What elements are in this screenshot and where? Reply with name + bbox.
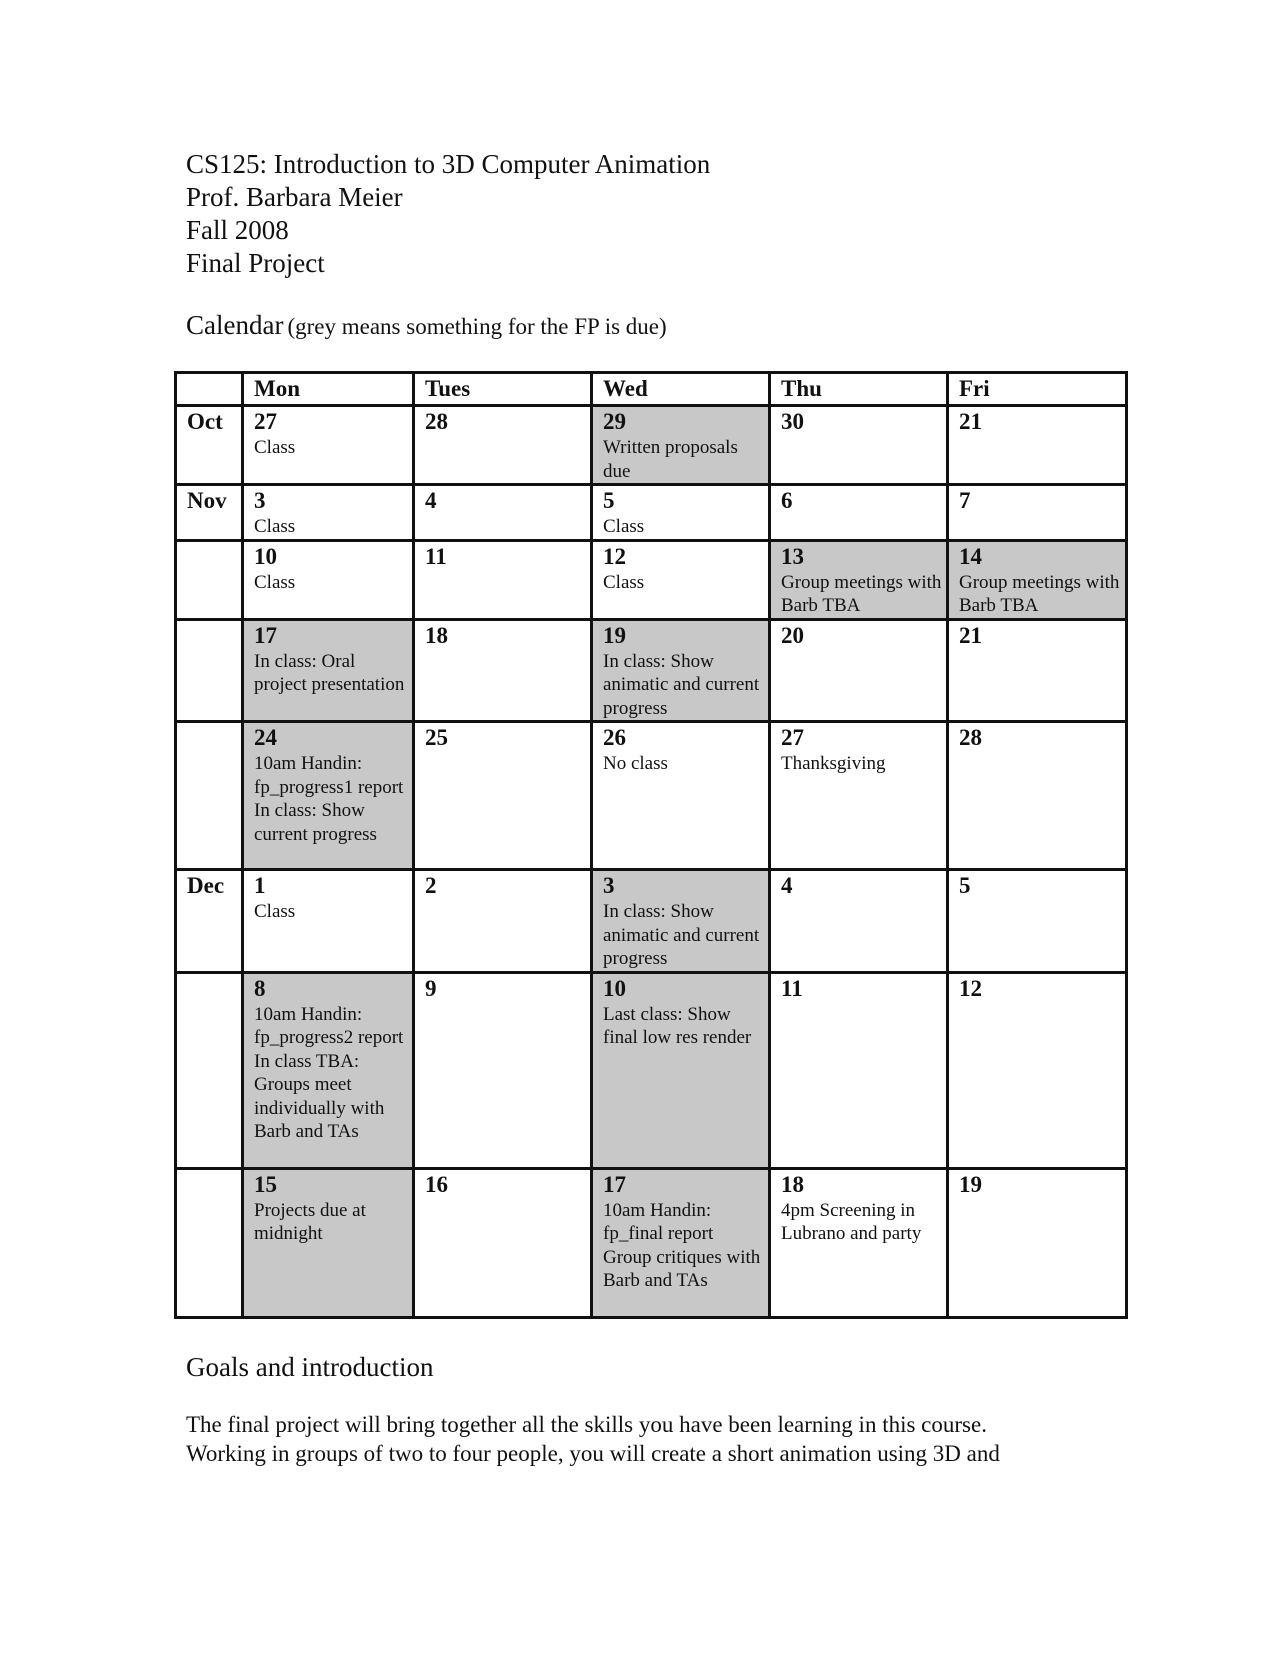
calendar-day-cell (948, 722, 1127, 870)
calendar-day-cell (948, 972, 1127, 1168)
month-cell (176, 540, 243, 619)
calendar-day-header-row (176, 373, 1127, 406)
calendar-day-cell (414, 540, 592, 619)
calendar-day-cell (948, 485, 1127, 541)
day-note: Last class: Show final low res render (603, 1003, 752, 1048)
day-number: 24 (254, 725, 277, 750)
calendar-day-cell (243, 485, 414, 541)
day-number: 19 (603, 622, 626, 648)
instructor-name: Prof. Barbara Meier (186, 182, 403, 212)
day-header-tues: Tues (414, 373, 592, 406)
month-cell (176, 485, 243, 541)
day-note: In class: Oral project presentation (254, 650, 405, 695)
day-note: 10am Handin: fp_progress1 report In class: Show current progress (254, 753, 404, 845)
month-cell (176, 1168, 243, 1317)
calendar-day-cell (243, 540, 414, 619)
day-number: 12 (959, 975, 982, 1001)
calendar-day-cell (770, 619, 948, 722)
day-note: 10am Handin: fp_progress2 report In class TBA: Groups meet individually with Barb and TAs (254, 1003, 404, 1142)
day-number: 6 (781, 488, 793, 513)
calendar-heading (186, 310, 667, 341)
day-note: Class (254, 437, 296, 458)
day-number: 12 (603, 543, 626, 569)
section-title: Goals and introduction (186, 1352, 434, 1382)
calendar-table (174, 371, 1128, 1319)
calendar-day-cell (948, 540, 1127, 619)
day-note: In class: Show animatic and current progress (603, 650, 760, 719)
day-number: 21 (959, 409, 982, 434)
day-header-thu: Thu (770, 373, 948, 406)
document-title: Final Project (186, 248, 325, 278)
day-note: Group meetings with Barb TBA (959, 571, 1120, 616)
day-number: 4 (425, 488, 437, 513)
day-number: 18 (425, 622, 448, 648)
day-note: Projects due at midnight (254, 1199, 366, 1244)
day-number: 25 (425, 725, 448, 750)
day-note: Class (254, 516, 296, 537)
day-note: 10am Handin: fp_final report Group critiques with Barb and TAs (603, 1199, 761, 1291)
day-header-wed: Wed (592, 373, 770, 406)
document-header (186, 148, 710, 280)
day-note: 4pm Screening in Lubrano and party (781, 1199, 922, 1244)
paragraph-line: Working in groups of two to four people, you will create a short animation using 3D and (186, 1441, 1000, 1466)
calendar-day-cell (592, 406, 770, 485)
day-note: Class (254, 901, 296, 922)
calendar-day-cell (948, 870, 1127, 973)
calendar-week-row (176, 1168, 1127, 1317)
month-label: Dec (187, 873, 225, 898)
day-number: 29 (603, 409, 626, 434)
calendar-day-cell (592, 540, 770, 619)
day-number: 10 (254, 543, 277, 569)
day-note: In class: Show animatic and current progress (603, 901, 760, 969)
term: Fall 2008 (186, 215, 289, 245)
calendar-week-row (176, 485, 1127, 541)
day-note: Class (603, 571, 645, 593)
calendar-week-row (176, 870, 1127, 973)
calendar-day-cell (414, 870, 592, 973)
day-number: 8 (254, 975, 266, 1001)
calendar-day-cell (243, 870, 414, 973)
day-note: Group meetings with Barb TBA (781, 571, 942, 616)
calendar-day-cell (243, 972, 414, 1168)
day-number: 28 (959, 725, 982, 750)
day-note: Written proposals due (603, 437, 738, 482)
day-number: 17 (603, 1171, 626, 1197)
calendar-day-cell (592, 619, 770, 722)
day-note: Class (603, 516, 645, 537)
calendar-day-cell (592, 485, 770, 541)
calendar-day-cell (243, 1168, 414, 1317)
day-number: 2 (425, 873, 437, 898)
day-number: 3 (254, 488, 266, 513)
month-cell (176, 870, 243, 973)
calendar-day-cell (770, 870, 948, 973)
day-number: 27 (254, 409, 277, 434)
calendar-day-cell (592, 722, 770, 870)
calendar-week-row (176, 722, 1127, 870)
day-note: Class (254, 571, 296, 593)
calendar-day-cell (770, 1168, 948, 1317)
calendar-day-cell (770, 540, 948, 619)
day-number: 21 (959, 622, 982, 648)
calendar-week-row (176, 540, 1127, 619)
calendar-day-cell (592, 972, 770, 1168)
calendar-week-row (176, 972, 1127, 1168)
calendar-day-cell (770, 722, 948, 870)
day-number: 5 (603, 488, 615, 513)
day-number: 16 (425, 1171, 448, 1197)
day-number: 10 (603, 975, 626, 1001)
month-cell (176, 722, 243, 870)
calendar-day-cell (414, 485, 592, 541)
day-number: 20 (781, 622, 804, 648)
day-number: 19 (959, 1171, 982, 1197)
calendar-day-cell (948, 619, 1127, 722)
calendar-legend: (grey means something for the FP is due) (287, 314, 667, 339)
month-cell (176, 406, 243, 485)
day-header-mon: Mon (243, 373, 414, 406)
calendar-day-cell (243, 406, 414, 485)
calendar-day-cell (414, 972, 592, 1168)
day-number: 1 (254, 873, 266, 898)
day-number: 9 (425, 975, 437, 1001)
day-number: 11 (425, 543, 447, 569)
day-number: 18 (781, 1171, 804, 1197)
calendar-day-cell (770, 972, 948, 1168)
calendar-day-cell (414, 619, 592, 722)
day-number: 3 (603, 873, 615, 898)
calendar-day-cell (592, 1168, 770, 1317)
day-number: 30 (781, 409, 804, 434)
calendar-day-cell (414, 406, 592, 485)
month-label: Nov (187, 488, 227, 513)
day-note: Thanksgiving (781, 753, 886, 774)
day-number: 14 (959, 543, 982, 569)
day-number: 13 (781, 543, 804, 569)
calendar-week-row (176, 619, 1127, 722)
calendar-day-cell (948, 406, 1127, 485)
course-title: CS125: Introduction to 3D Computer Animation (186, 149, 711, 179)
corner-cell (176, 373, 243, 406)
paragraph-line: The final project will bring together all the skills you have been learning in this course. (186, 1412, 987, 1437)
day-number: 11 (781, 975, 803, 1001)
calendar-day-cell (770, 406, 948, 485)
calendar-day-cell (592, 870, 770, 973)
day-number: 5 (959, 873, 971, 898)
calendar-day-cell (414, 1168, 592, 1317)
month-cell (176, 619, 243, 722)
day-number: 7 (959, 488, 971, 513)
calendar-day-cell (243, 619, 414, 722)
calendar-day-cell (948, 1168, 1127, 1317)
month-label: Oct (187, 409, 223, 434)
day-note: No class (603, 753, 668, 774)
day-number: 15 (254, 1171, 277, 1197)
day-number: 4 (781, 873, 793, 898)
month-cell (176, 972, 243, 1168)
day-number: 26 (603, 725, 626, 750)
calendar-week-row (176, 406, 1127, 485)
calendar-heading-label: Calendar (186, 310, 284, 340)
intro-paragraph (186, 1410, 1186, 1468)
day-number: 27 (781, 725, 804, 750)
calendar-day-cell (770, 485, 948, 541)
day-number: 17 (254, 622, 277, 648)
calendar-day-cell (243, 722, 414, 870)
day-header-fri: Fri (948, 373, 1127, 406)
calendar-day-cell (414, 722, 592, 870)
day-number: 28 (425, 409, 448, 434)
